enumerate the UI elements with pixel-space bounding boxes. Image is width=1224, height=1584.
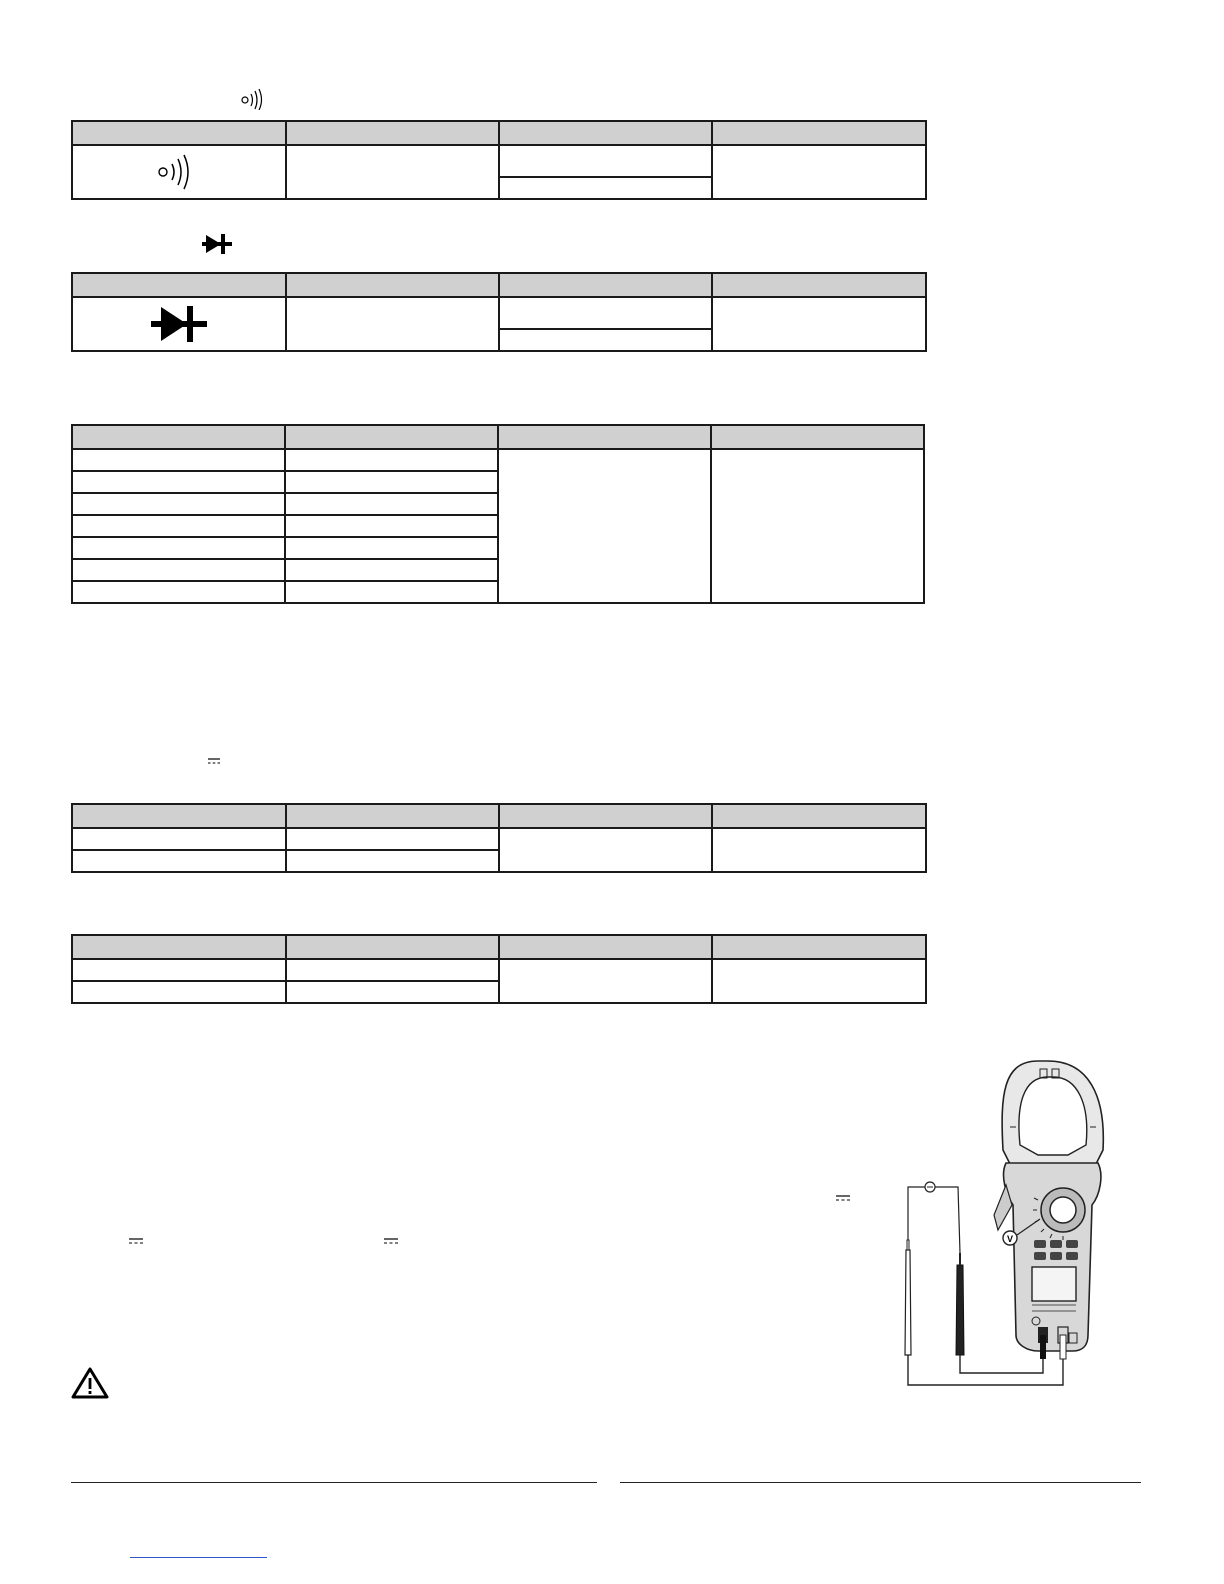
- diode-icon: [151, 304, 207, 344]
- cell: [499, 297, 712, 329]
- cell: [72, 493, 285, 515]
- cell: [285, 493, 498, 515]
- cell: [499, 177, 712, 199]
- dc-symbol-icon: [208, 757, 220, 765]
- header-cell: [712, 121, 926, 145]
- footer-rule-left: [71, 1482, 597, 1483]
- footer-rule-right: [620, 1482, 1141, 1483]
- diode-table: [71, 272, 927, 352]
- header-cell: [72, 935, 286, 959]
- cell: [499, 828, 712, 872]
- diode-heading-icon: [202, 234, 232, 254]
- cell: [499, 145, 712, 177]
- cell: [712, 297, 926, 351]
- cell: [498, 449, 711, 603]
- header-cell: [712, 273, 926, 297]
- warning-triangle-icon: [70, 1366, 110, 1400]
- cell: [286, 297, 499, 351]
- header-cell: [286, 121, 499, 145]
- cell: [72, 515, 285, 537]
- header-cell: [498, 425, 711, 449]
- symbol-cell: [72, 297, 286, 351]
- header-cell: [285, 425, 498, 449]
- cell: [711, 449, 924, 603]
- cell: [72, 828, 286, 850]
- svg-text:V: V: [1006, 1234, 1014, 1244]
- continuity-heading-icon: [240, 88, 268, 110]
- dc-table-b: [71, 934, 927, 1004]
- header-cell: [72, 804, 286, 828]
- header-cell: [72, 273, 286, 297]
- header-cell: [499, 935, 712, 959]
- symbol-cell: [72, 145, 286, 199]
- cell: [286, 959, 499, 981]
- cell: [72, 559, 285, 581]
- cell: [712, 145, 926, 199]
- cell: [72, 581, 285, 603]
- cell: [285, 537, 498, 559]
- cell: [72, 471, 285, 493]
- cell: [285, 449, 498, 471]
- dc-symbol-icon: [129, 1237, 143, 1245]
- cell: [499, 329, 712, 351]
- header-cell: [499, 804, 712, 828]
- header-cell: [499, 273, 712, 297]
- cell: [72, 449, 285, 471]
- cell: [286, 828, 499, 850]
- header-cell: [286, 273, 499, 297]
- cell: [285, 471, 498, 493]
- cell: [72, 850, 286, 872]
- cell: [712, 959, 926, 1003]
- header-cell: [286, 935, 499, 959]
- continuity-table: [71, 120, 927, 200]
- cell: [285, 559, 498, 581]
- cell: [286, 981, 499, 1003]
- clamp-meter-diagram: [888, 1055, 1128, 1395]
- spec-table-3: [71, 424, 925, 604]
- header-cell: [286, 804, 499, 828]
- cell: [285, 581, 498, 603]
- header-cell: [712, 935, 926, 959]
- header-cell: [72, 425, 285, 449]
- dc-symbol-icon: [836, 1194, 850, 1202]
- cell: [286, 850, 499, 872]
- cell: [286, 145, 499, 199]
- cell: [499, 959, 712, 1003]
- header-cell: [499, 121, 712, 145]
- header-cell: [712, 804, 926, 828]
- header-cell: [72, 121, 286, 145]
- cell: [72, 537, 285, 559]
- dc-table-a: [71, 803, 927, 873]
- cell: [285, 515, 498, 537]
- cell: [712, 828, 926, 872]
- header-cell: [711, 425, 924, 449]
- cell: [72, 959, 286, 981]
- continuity-beeper-icon: [157, 152, 201, 192]
- cell: [72, 981, 286, 1003]
- dc-symbol-icon: [384, 1237, 398, 1245]
- footer-link-underline[interactable]: [130, 1557, 267, 1558]
